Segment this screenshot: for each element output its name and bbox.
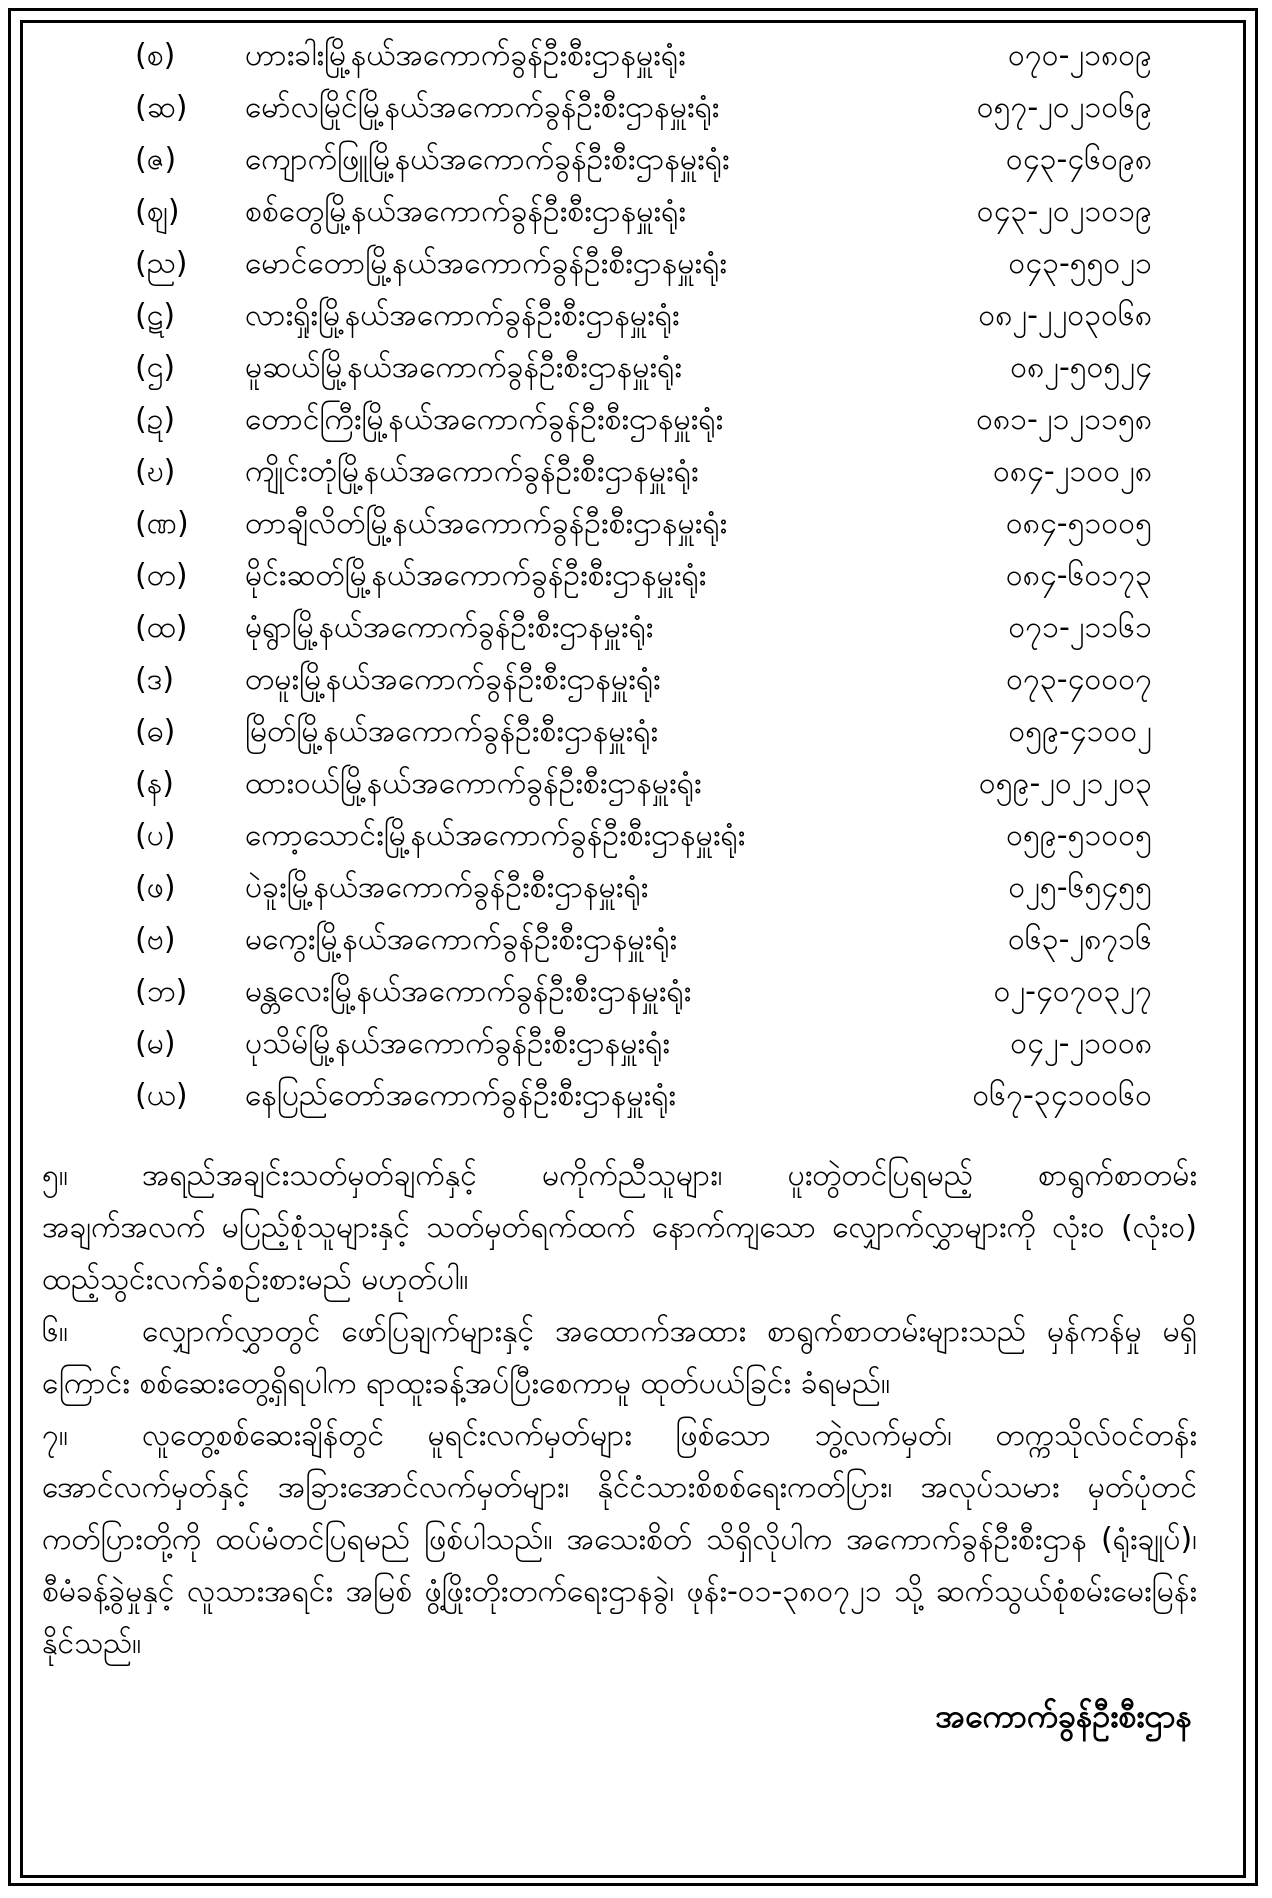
office-name: မြိတ်မြို့နယ်အကောက်ခွန်ဦးစီးဌာနမှူးရုံး	[245, 714, 658, 749]
office-row	[0, 1018, 1272, 1070]
paragraph-number: ၅။	[42, 1158, 68, 1193]
office-number: (ယ)	[135, 1078, 188, 1113]
office-row	[0, 810, 1272, 862]
signature: အကောက်ခွန်ဦးစီးဌာန	[935, 1697, 1192, 1735]
office-phone: ၀၄၃-၄၆၀၉၈	[1005, 142, 1152, 177]
office-number: (ဏ)	[135, 506, 189, 541]
office-phone: ၀၆၇-၃၄၁၀၀၆၀	[972, 1078, 1152, 1113]
office-phone: ၀၈၄-၆၀၁၇၃	[1005, 558, 1152, 593]
paragraph-7	[42, 1410, 1197, 1670]
office-number: (ဈ)	[135, 194, 180, 229]
office-number: (ဖ)	[135, 870, 176, 905]
office-row	[0, 342, 1272, 394]
office-phone: ၀၅၉-၄၁၀၀၂	[1008, 714, 1152, 749]
office-phone: ၀၈၂-၅၀၅၂၄	[1010, 350, 1152, 385]
paragraph-6	[42, 1306, 1197, 1410]
office-row	[0, 758, 1272, 810]
office-number: (ဆ)	[135, 90, 188, 125]
office-number: (ထ)	[135, 610, 188, 645]
office-phone: ၀၅၇-၂၀၂၁၀၆၉	[976, 90, 1152, 125]
office-phone: ၀၇၃-၄၀၀၀၇	[1006, 662, 1152, 697]
paragraph-text: လူတွေ့စစ်ဆေးချိန်တွင် မူရင်းလက်မှတ်များ ဖြစ်သော ဘွဲ့လက်မှတ်၊ တက္ကသိုလ်ဝင်တန်း အောင်လက်မှတ်နှင့် အခြားအောင်လက်မှတ်များ၊ နိုင်ငံသားစိစစ်ရေးကတ်ပြား၊ အလုပ်သမား မှတ်ပုံတင်ကတ်ပြားတို့ကို ထပ်မံတင်ပြရမည် ဖြစ်ပါသည်။ အသေးစိတ် သိရှိလိုပါက အကောက်ခွန်ဦးစီးဌာန (ရုံးချုပ်)၊ စီမံခန့်ခွဲမှုနှင့် လူသားအရင်း အမြစ် ဖွံ့ဖြိုးတိုးတက်ရေးဌာနခွဲ၊ ဖုန်း-၀၁-၃၈၀၇၂၁ သို့ ဆက်သွယ်စုံစမ်းမေးမြန်းနိုင်သည်။	[42, 1418, 1197, 1661]
office-list	[0, 30, 1272, 1122]
office-number: (ပ)	[135, 818, 176, 853]
office-name: တာချီလိတ်မြို့နယ်အကောက်ခွန်ဦးစီးဌာနမှူးရုံး	[245, 506, 728, 541]
office-name: မော်လမြိုင်မြို့နယ်အကောက်ခွန်ဦးစီးဌာနမှူးရုံး	[245, 90, 720, 125]
office-number: (မ)	[135, 1026, 176, 1061]
office-number: (စ)	[135, 38, 176, 73]
office-row	[0, 394, 1272, 446]
office-name: ပဲခူးမြို့နယ်အကောက်ခွန်ဦးစီးဌာနမှူးရုံး	[245, 870, 649, 905]
office-phone: ၀၅၉-၅၁၀၀၅	[1006, 818, 1152, 853]
office-name: ကျိုင်းတုံမြို့နယ်အကောက်ခွန်ဦးစီးဌာနမှူးရုံး	[245, 454, 699, 489]
office-number: (ဋ)	[135, 298, 176, 333]
office-row	[0, 654, 1272, 706]
office-row	[0, 498, 1272, 550]
paragraph-text: အရည်အချင်းသတ်မှတ်ချက်နှင့် မကိုက်ညီသူများ၊ ပူးတွဲတင်ပြရမည့် စာရွက်စာတမ်း အချက်အလက် မပြည့်စုံသူများနှင့် သတ်မှတ်ရက်ထက် နောက်ကျသော လျှောက်လွှာများကို လုံး၀ (လုံး၀) ထည့်သွင်းလက်ခံစဉ်းစားမည် မဟုတ်ပါ။	[42, 1158, 1197, 1297]
office-number: (ဍ)	[135, 402, 176, 437]
office-phone: ၀၈၁-၂၁၂၁၁၅၈	[976, 402, 1152, 437]
office-name: မူဆယ်မြို့နယ်အကောက်ခွန်ဦးစီးဌာနမှူးရုံး	[245, 350, 682, 385]
office-number: (ဒ)	[135, 662, 175, 697]
office-number: (ဓ)	[135, 714, 176, 749]
office-phone: ၀၂-၄၀၇၀၃၂၇	[993, 974, 1152, 1009]
office-name: ဟားခါးမြို့နယ်အကောက်ခွန်ဦးစီးဌာနမှူးရုံး	[245, 38, 686, 73]
office-name: မကွေးမြို့နယ်အကောက်ခွန်ဦးစီးဌာနမှူးရုံး	[245, 922, 677, 957]
office-row	[0, 134, 1272, 186]
office-phone: ၀၄၂-၂၁၀၀၈	[1010, 1026, 1152, 1061]
office-name: မုံရွာမြို့နယ်အကောက်ခွန်ဦးစီးဌာနမှူးရုံး	[245, 610, 654, 645]
office-name: မိုင်းဆတ်မြို့နယ်အကောက်ခွန်ဦးစီးဌာနမှူးရုံး	[245, 558, 707, 593]
office-number: (ဗ)	[135, 922, 176, 957]
office-row	[0, 602, 1272, 654]
office-phone: ၀၈၂-၂၂၀၃၀၆၈	[978, 298, 1152, 333]
office-name: ပုသိမ်မြို့နယ်အကောက်ခွန်ဦးစီးဌာနမှူးရုံး	[245, 1026, 670, 1061]
office-phone: ၀၄၃-၅၅၀၂၁	[1008, 246, 1152, 281]
office-row	[0, 82, 1272, 134]
office-phone: ၀၅၉-၂၀၂၁၂၀၃	[978, 766, 1152, 801]
office-row	[0, 862, 1272, 914]
office-row	[0, 706, 1272, 758]
office-row	[0, 550, 1272, 602]
office-phone: ၀၇၁-၂၁၁၆၁	[1008, 610, 1152, 645]
office-name: လားရှိုးမြို့နယ်အကောက်ခွန်ဦးစီးဌာနမှူးရုံး	[245, 298, 680, 333]
office-name: ကော့သောင်းမြို့နယ်အကောက်ခွန်ဦးစီးဌာနမှူးရုံး	[245, 818, 746, 853]
office-number: (ဌ)	[135, 350, 176, 385]
office-phone: ၀၄၃-၂၀၂၁၀၁၉	[976, 194, 1152, 229]
office-phone: ၀၆၃-၂၈၇၁၆	[1008, 922, 1152, 957]
office-phone: ၀၂၅-၆၅၄၅၅	[1008, 870, 1152, 905]
office-row	[0, 1070, 1272, 1122]
office-name: မောင်တောမြို့နယ်အကောက်ခွန်ဦးစီးဌာနမှူးရုံး	[245, 246, 727, 281]
office-row	[0, 186, 1272, 238]
office-name: ကျောက်ဖြူမြို့နယ်အကောက်ခွန်ဦးစီးဌာနမှူးရုံး	[245, 142, 730, 177]
office-number: (န)	[135, 766, 174, 801]
office-number: (ဇ)	[135, 142, 177, 177]
office-name: မန္တလေးမြို့နယ်အကောက်ခွန်ဦးစီးဌာနမှူးရုံး	[245, 974, 692, 1009]
paragraph-number: ၆။	[42, 1314, 68, 1349]
paragraph-number: ၇။	[42, 1418, 68, 1453]
office-number: (ည)	[135, 246, 188, 281]
office-number: (ဎ)	[135, 454, 176, 489]
office-phone: ၀၇၀-၂၁၈၀၉	[1008, 38, 1152, 73]
office-number: (ဘ)	[135, 974, 188, 1009]
office-name: စစ်တွေမြို့နယ်အကောက်ခွန်ဦးစီးဌာနမှူးရုံး	[245, 194, 686, 229]
office-number: (တ)	[135, 558, 188, 593]
paragraph-text: လျှောက်လွှာတွင် ဖော်ပြချက်များနှင့် အထောက်အထား စာရွက်စာတမ်းများသည် မှန်ကန်မှု မရှိကြောင်း စစ်ဆေးတွေ့ရှိရပါက ရာထူးခန့်အပ်ပြီးစေကာမူ ထုတ်ပယ်ခြင်း ခံရမည်။	[42, 1314, 1197, 1401]
office-row	[0, 446, 1272, 498]
office-name: တမူးမြို့နယ်အကောက်ခွန်ဦးစီးဌာနမှူးရုံး	[245, 662, 661, 697]
office-phone: ၀၈၄-၂၁၀၀၂၈	[993, 454, 1152, 489]
office-name: နေပြည်တော်အကောက်ခွန်ဦးစီးဌာနမှူးရုံး	[245, 1078, 676, 1113]
paragraph-5	[42, 1150, 1197, 1306]
office-name: ထားဝယ်မြို့နယ်အကောက်ခွန်ဦးစီးဌာနမှူးရုံး	[245, 766, 702, 801]
office-phone: ၀၈၄-၅၁၀၀၅	[1005, 506, 1152, 541]
office-row	[0, 914, 1272, 966]
office-row	[0, 290, 1272, 342]
office-row	[0, 238, 1272, 290]
office-name: တောင်ကြီးမြို့နယ်အကောက်ခွန်ဦးစီးဌာနမှူးရုံး	[245, 402, 724, 437]
office-row	[0, 966, 1272, 1018]
office-row	[0, 30, 1272, 82]
